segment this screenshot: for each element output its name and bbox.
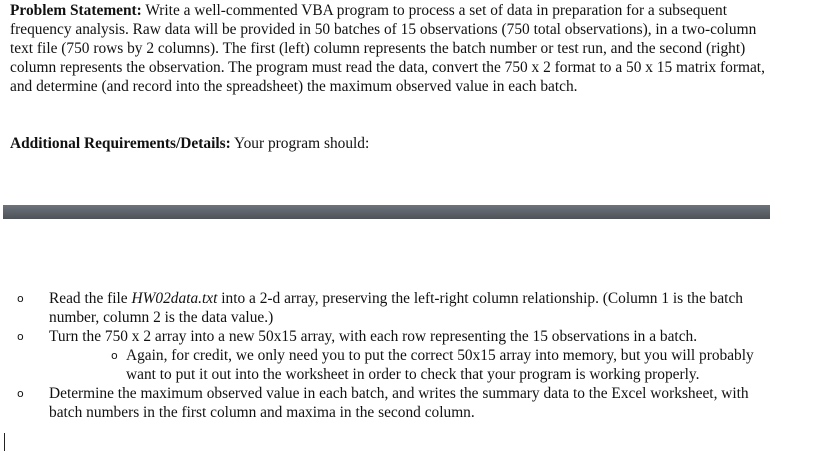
requirements-list [0,289,815,422]
bullet-circle-icon: o [111,349,118,362]
section-divider-bar [3,205,770,219]
sub-list-item [0,346,766,384]
bullet-text: Read the file [49,290,132,307]
additional-requirements [10,134,780,153]
bullet-text: Determine the maximum observed value in each batch, and writes the summary data to the Excel worksheet, with batch numbers in the first column and maxima in the second column. [49,385,749,421]
list-item [0,289,759,327]
bullet-circle-icon: o [17,387,24,400]
bullet-circle-icon: o [17,292,24,305]
file-name: HW02data.txt [131,290,218,307]
problem-statement [10,1,780,96]
requirements-text: Your program should: [230,135,370,152]
problem-heading: Problem Statement: [10,2,142,19]
text-cursor [4,433,5,451]
bullet-text: Turn the 750 x 2 array into a new 50x15 array, with each row representing the 15 observations in a batch. [49,328,698,345]
bullet-circle-icon: o [17,330,24,343]
requirements-heading: Additional Requirements/Details: [10,135,231,152]
list-item [0,327,759,346]
problem-text: Write a well-commented VBA program to process a set of data in preparation for a subsequent frequency analysis. Raw data will be provided in 50 batches of 15 observations (750 total observations), in a two-column text file (750 rows by 2 columns). The first (left) column represents the batch number or test run, and the second (right) column represents the observation. The program must read the data, convert the 750 x 2 format to a 50 x 15 matrix format, and determine (and record into the spreadsheet) the maximum observed value in each batch. [10,2,765,95]
bullet-text: into a 2-d array, preserving the left-right column relationship. (Column 1 is the batch number, column 2 is the data value.) [49,290,743,326]
bullet-text: Again, for credit, we only need you to put the correct 50x15 array into memory, but you will probably want to put it out into the worksheet in order to check that your program is working properly. [126,347,754,383]
list-item [0,384,759,422]
